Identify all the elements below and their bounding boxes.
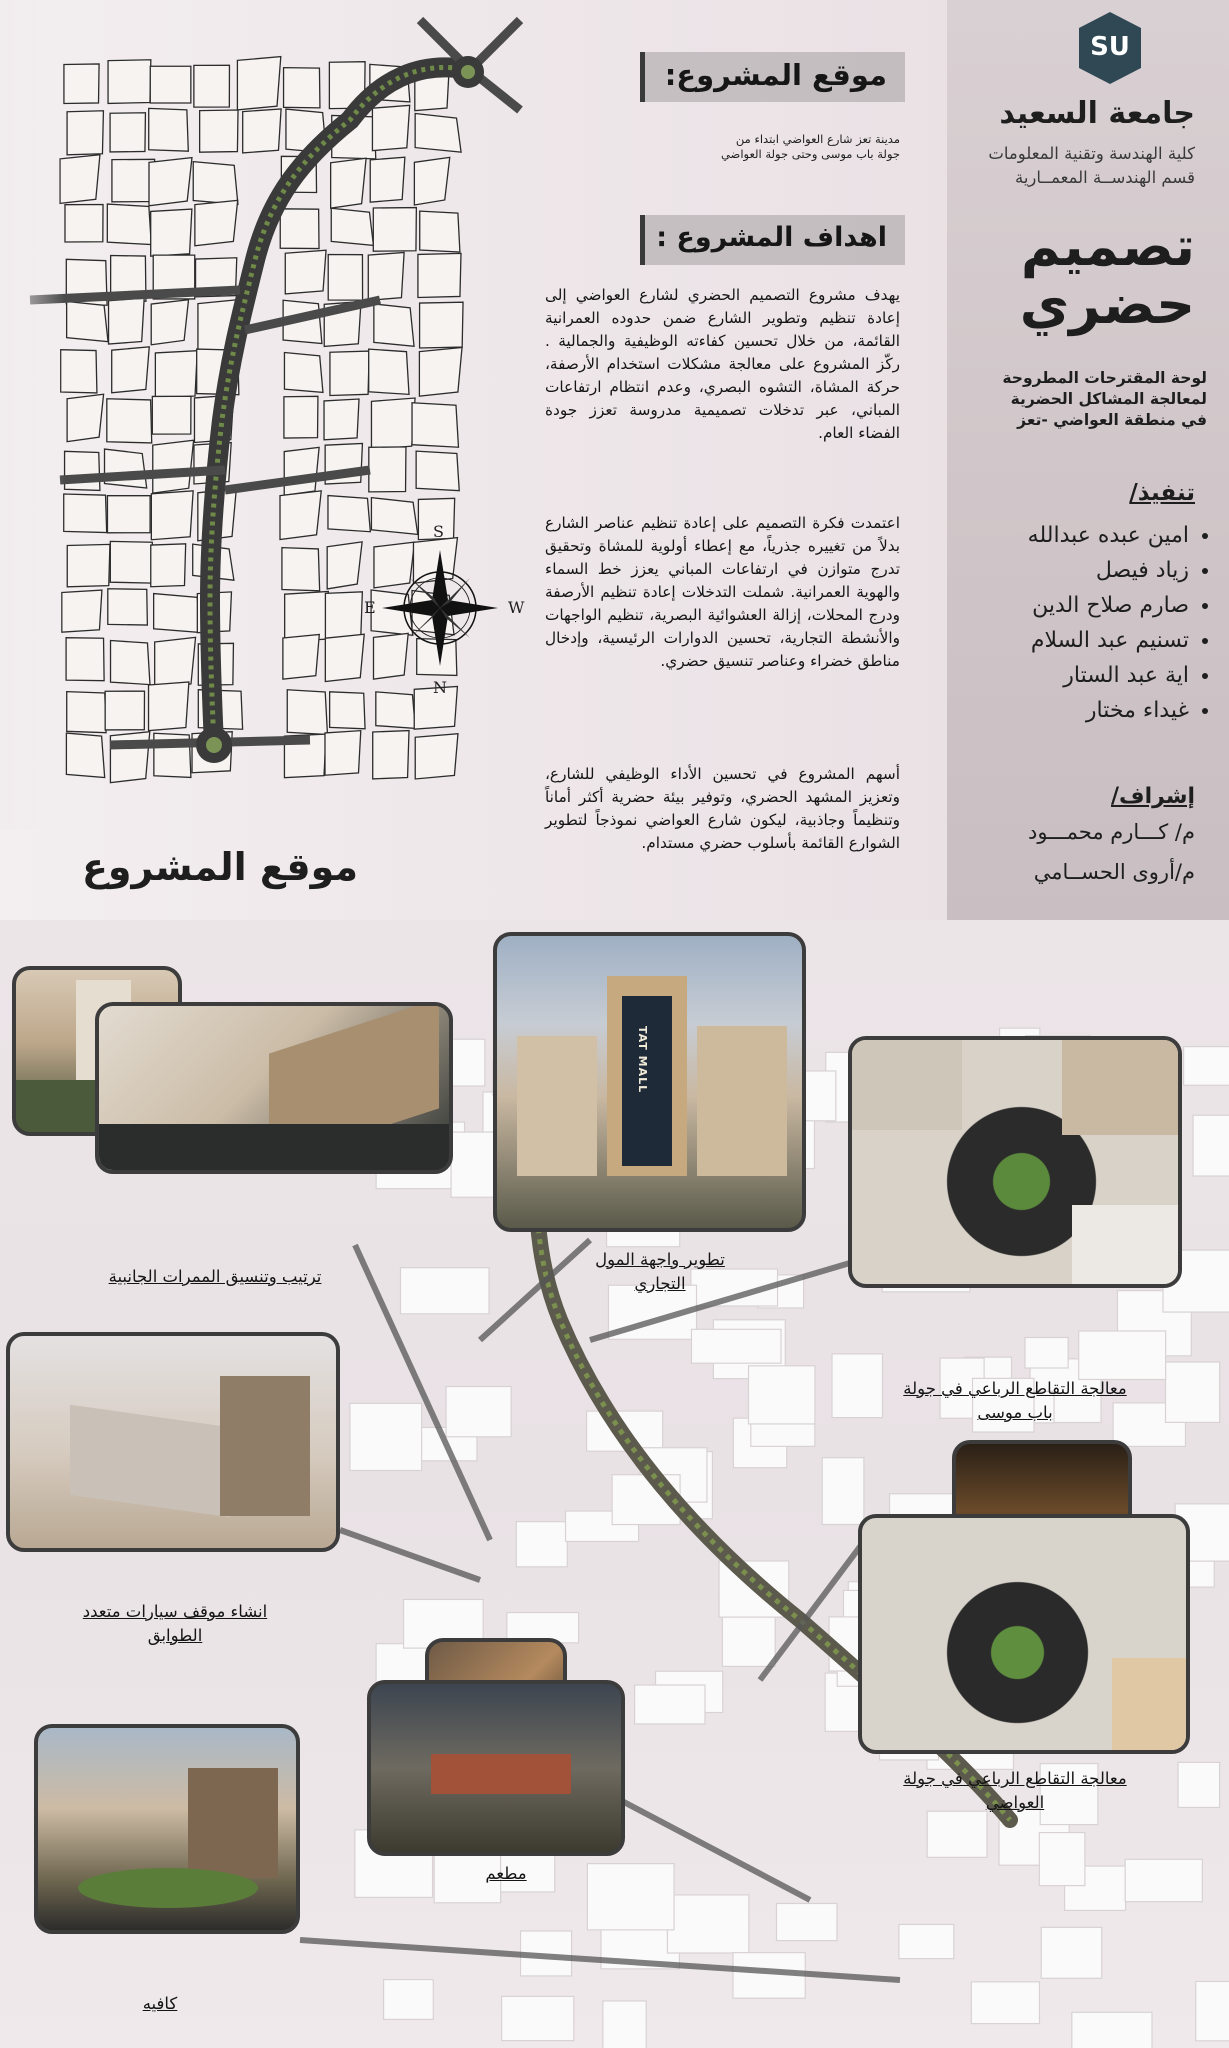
team-member: • زياد فيصل: [1028, 553, 1189, 588]
location-text: [620, 132, 900, 162]
massing-block: [749, 1366, 815, 1424]
massing-block: [1178, 1762, 1220, 1807]
photo-parking: [6, 1332, 340, 1552]
subtitle-line-1: لوحة المقترحات المطروحة: [1002, 369, 1207, 387]
top-panel: [0, 0, 1229, 920]
team-member: • صارم صلاح الدين: [1028, 588, 1189, 623]
caption-mall-facade: [560, 1248, 760, 1296]
project-title-line-1: تصميم: [1020, 215, 1195, 278]
massing-block: [603, 2001, 646, 2048]
logo-text: SU: [1090, 32, 1130, 62]
massing-block: [1184, 1047, 1229, 1086]
bottom-panel: [0, 920, 1229, 2048]
massing-block: [350, 1403, 422, 1470]
team-list: [1028, 518, 1211, 728]
massing-block: [400, 1268, 489, 1314]
massing-block: [1125, 1859, 1202, 1901]
photo-mall-facade: [493, 932, 806, 1232]
subtitle-line-3: في منطقة العواضي -تعز: [1017, 411, 1207, 429]
photo-side-paths: [95, 1002, 453, 1174]
massing-block: [1196, 1981, 1229, 2040]
massing-block: [446, 1387, 511, 1437]
massing-block: [899, 1924, 954, 1958]
supervision-list: [1028, 812, 1195, 892]
goals-heading-box: [640, 215, 905, 265]
subtitle-line-2: لمعالجة المشاكل الحضرية: [1010, 390, 1207, 408]
caption-side-paths: ترتيب وتنسيق الممرات الجانبية: [108, 1267, 322, 1286]
massing-block: [1193, 1115, 1229, 1176]
caption-bab-musa: [880, 1377, 1150, 1425]
goals-paragraph-1: يهدف مشروع التصميم الحضري لشارع العواضي إلى إعادة تنظيم وتطوير الشارع ضمن حدوده العمرانية القائمة، من خلال تحسين كفاءته الوظيفية والجمالية . ركّز المشروع على معالجة مشكلات استخدام الأرصفة، حركة المشاة، التشوه البصري، وعدم انتظام ارتفاعات المباني، عبر تدخلات تصميمية مدروسة تعزز جودة الفضاء العام.: [545, 286, 900, 442]
compass-rose: [364, 520, 525, 700]
caption-awadi: [880, 1767, 1150, 1815]
project-title: [1019, 215, 1195, 336]
massing-block: [635, 1685, 705, 1724]
caption-awadi-line-2: العواضي: [985, 1793, 1045, 1812]
mall-sign: TAT MALL: [636, 1026, 649, 1094]
massing-block: [1079, 1331, 1166, 1379]
caption-bab-musa-line-2: باب موسى: [977, 1403, 1053, 1422]
massing-block: [927, 1811, 987, 1857]
department-name: قسم الهندســة المعمــارية: [1014, 168, 1195, 187]
caption-awadi-line-1: معالجة التقاطع الرباعي في جولة: [903, 1769, 1127, 1788]
massing-block: [587, 1864, 674, 1930]
massing-block: [822, 1458, 864, 1525]
compass-n: N: [433, 678, 447, 697]
supervisor-name: م/أروى الحســامي: [1033, 860, 1195, 884]
team-member: • امين عبده عبدالله: [1028, 518, 1189, 553]
sidebar: [947, 0, 1229, 920]
goals-paragraph-2: اعتمدت فكرة التصميم على إعادة تنظيم عناصر الشارع بدلاً من تغييره جذرياً، مع إعطاء أولوية للمشاة وتحقيق تدرج متوازن في ارتفاعات المباني يعزز خط السماء والهوية العمرانية. شملت التدخلات إعادة تنظيم الأرصفة ودرج المحلات، إزالة العشوائية البصرية، تنظيم الواجهات والأنشطة التجارية، تحسين الدوارات الرئيسية، وإدخال مناطق خضراء وعناصر تنسيق حضري.: [545, 514, 900, 670]
university-logo: [1077, 10, 1143, 86]
photo-cafe: [34, 1724, 300, 1934]
caption-cafe: كافيه: [142, 1994, 178, 2013]
massing-block: [502, 1996, 574, 2040]
team-member: • تسنيم عبد السلام: [1028, 623, 1189, 658]
project-title-line-2: حضري: [1019, 273, 1195, 336]
location-heading: موقع المشروع:: [664, 58, 887, 92]
compass-icon: [370, 520, 510, 700]
massing-block: [691, 1329, 781, 1363]
caption-restaurant: مطعم: [485, 1864, 527, 1883]
massing-block: [1039, 1833, 1085, 1886]
supervision-heading: إشراف/: [1111, 784, 1195, 809]
photo-bab-musa-intersection: [848, 1036, 1182, 1288]
team-heading: تنفيذ/: [1129, 480, 1195, 506]
compass-s: S: [433, 522, 444, 541]
compass-e: E: [364, 598, 376, 617]
goals-paragraph-3: أسهم المشروع في تحسين الأداء الوظيفي للشارع، وتعزيز المشهد الحضري، وتوفير بيئة حضرية أكثر أماناً وتنظيماً وجاذبية، ليكون شارع العواضي نموذجاً لتطوير الشوارع القائمة بأسلوب حضري مستدام.: [545, 765, 900, 852]
caption-parking-line-2: الطوابق: [147, 1626, 203, 1645]
massing-block: [1166, 1362, 1220, 1422]
massing-block: [1025, 1337, 1068, 1368]
supervisor-name: م/ كـــارم محمـــود: [1027, 820, 1195, 844]
caption-mall-line-1: تطوير واجهة المول: [595, 1250, 725, 1269]
caption-mall-line-2: التجاري: [634, 1274, 686, 1293]
photo-awadi-intersection: [858, 1514, 1190, 1754]
project-subtitle: [1002, 368, 1207, 431]
site-map: [0, 0, 540, 830]
faculty-name: كلية الهندسة وتقنية المعلومات: [988, 144, 1195, 163]
photo-restaurant: [367, 1680, 625, 1856]
university-name: جامعة السعيد: [999, 96, 1195, 131]
caption-bab-musa-line-1: معالجة التقاطع الرباعي في جولة: [903, 1379, 1127, 1398]
location-heading-box: [640, 52, 905, 102]
team-member: • غيداء مختار: [1028, 693, 1189, 728]
caption-parking-line-1: انشاء موقف سيارات متعدد: [82, 1602, 268, 1621]
location-line-1: مدينة تعز شارع العواضي ابتداء من: [735, 132, 900, 146]
massing-block: [667, 1895, 748, 1953]
massing-block: [832, 1354, 882, 1418]
map-caption: موقع المشروع: [81, 845, 359, 889]
massing-block: [776, 1903, 837, 1940]
caption-parking: [50, 1600, 300, 1648]
location-line-2: جولة باب موسى وحتى جولة العواضي: [720, 147, 900, 161]
massing-block: [1072, 2012, 1152, 2048]
massing-block: [1041, 1927, 1101, 1978]
compass-w: W: [508, 598, 525, 617]
goals-heading: اهداف المشروع :: [656, 222, 887, 253]
team-member: • اية عبد الستار: [1028, 658, 1189, 693]
massing-block: [971, 1982, 1039, 2024]
massing-block: [516, 1522, 567, 1567]
massing-block: [384, 1980, 434, 2020]
